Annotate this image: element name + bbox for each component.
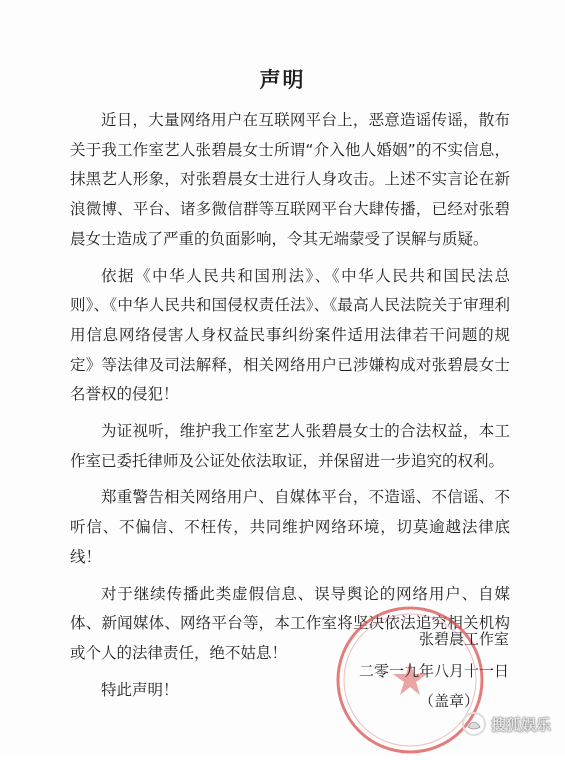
paragraph: 为证视听，维护我工作室艺人张碧晨女士的合法权益，本工作室已委托律师及公证处依法取证，并保留进一步追究的权利。 [70, 422, 510, 470]
paragraph: 近日，大量网络用户在互联网平台上，恶意造谣传谣，散布关于我工作室艺人张碧晨女士所谓“介入他人婚姻”的不实信息，抹黑艺人形象，对张碧晨女士进行人身攻击。上述不实言论在新浪微博、平台、诸多微信群等互联网平台大肆传播，已经对张碧晨女士造成了严重的负面影响，令其无端蒙受了误解与质疑。 [70, 111, 510, 248]
signature-studio: 张碧晨工作室 [418, 630, 509, 648]
watermark-text: 搜狐娱乐 [490, 715, 551, 734]
watermark [461, 711, 551, 737]
sohu-fox-icon [461, 711, 487, 737]
paragraph: 郑重警告相关网络用户、自媒体平台，不造谣、不信谣、不听信、不偏信、不枉传，共同维护网络环境，切莫逾越法律底线！ [70, 488, 510, 566]
document-title: 声明 [259, 68, 306, 92]
paragraph: 特此声明！ [101, 680, 179, 699]
paragraph: 依据《中华人民共和国刑法》、《中华人民共和国民法总则》、《中华人民共和国侵权责任法》、《最高人民法院关于审理利用信息网络侵害人身权益民事纠纷案件适用法律若干问题的规定》等法律及司法解释，相关网络用户已涉嫌构成对张碧晨女士名誉权的侵犯！ [70, 266, 510, 404]
paragraph: 对于继续传播此类虚假信息、误导舆论的网络用户、自媒体、新闻媒体、网络平台等，本工作室将坚决依法追究相关机构或个人的法律责任，绝不姑息！ [70, 584, 510, 662]
signature-seal-note: （盖章） [418, 692, 479, 710]
signature-date: 二零一九年八月十一日 [358, 662, 509, 680]
